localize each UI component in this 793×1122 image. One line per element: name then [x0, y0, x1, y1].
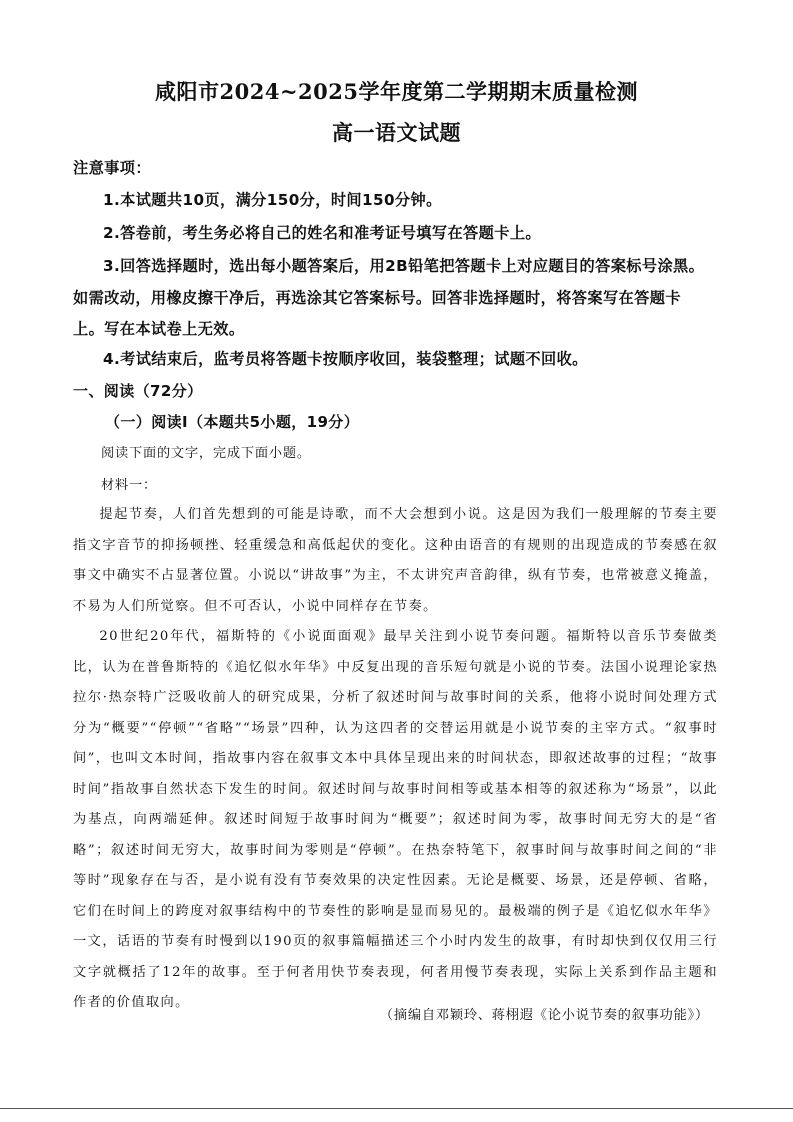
- notes-item-3-end: 上。写在本试卷上无效。: [73, 320, 245, 338]
- reading-instruction: 阅读下面的文字，完成下面小题。: [101, 446, 311, 461]
- exam-title: 咸阳市2024~2025学年度第二学期期末质量检测: [155, 79, 638, 104]
- exam-subtitle: 高一语文试题: [332, 120, 461, 145]
- notes-item-4: 4.考试结束后，监考员将答题卡按顺序收回，装袋整理；试题不回收。: [103, 350, 588, 368]
- notes-heading: 注意事项：: [73, 159, 151, 177]
- subsection-heading: （一）阅读Ⅰ（本题共5小题，19分）: [105, 413, 360, 431]
- notes-item-3-cont: 如需改动，用橡皮擦干净后，再选涂其它答案标号。回答非选择题时，将答案写在答题卡: [73, 289, 681, 307]
- material-paragraph-2: 20世纪20年代，福斯特的《小说面面观》最早关注到小说节奏问题。福斯特以音乐节奏做类比，认为在普鲁斯特的《追忆似水年华》中反复出现的音乐短句就是小说的节奏。法国小说理论家热拉尔·热奈特广泛吸收前人的研究成果，分析了叙述时间与故事时间的关系，他将小说时间处理方式分为“概要”“停顿”“省略”“场景”四种，认为这四者的交替运用就是小说节奏的主宰方式。“叙事时间”，也叫文本时间，指故事内容在叙事文本中具体呈现出来的时间状态，即叙述故事的过程；“故事时间”指故事自然状态下发生的时间。叙述时间与故事时间相等或基本相等的叙述称为“场景”，以此为基点，向两端延伸。叙述时间短于故事时间为“概要”；叙述时间为零，故事时间无穷大的是“省略”；叙述时间无穷大，故事时间为零则是“停顿”。在热奈特笔下，叙事时间与故事时间之间的“非等时”现象存在与否，是小说有没有节奏效果的决定性因素。无论是概要、场景，还是停顿、省略，它们在时间上的跨度对叙事结构中的节奏性的影响是显而易见的。最极端的例子是《追忆似水年华》一文，话语的节奏有时慢到以190页的叙事篇幅描述三个小时内发生的故事，有时却快到仅仅用三行文字就概括了12年的故事。至于何者用快节奏表现，何者用慢节奏表现，实际上关系到作品主题和作者的价值取向。: [73, 629, 718, 1010]
- notes-item-3: 3.回答选择题时，选出每小题答案后，用2B铅笔把答题卡上对应题目的答案标号涂黑。: [103, 257, 705, 275]
- material-label: 材料一：: [101, 478, 157, 493]
- notes-item-2: 2.答卷前，考生务必将自己的姓名和准考证号填写在答题卡上。: [103, 224, 541, 242]
- notes-item-1: 1.本试题共10页，满分150分，时间150分钟。: [103, 191, 442, 209]
- source-citation: （摘编自邓颖玲、蒋栩遐《论小说节奏的叙事功能》）: [379, 1008, 709, 1023]
- section-heading: 一、阅读（72分）: [73, 382, 203, 400]
- material-paragraph-1: 提起节奏，人们首先想到的可能是诗歌，而不大会想到小说。这是因为我们一般理解的节奏主要指文字音节的抑扬顿挫、轻重缓急和高低起伏的变化。这种由语音的有规则的出现造成的节奏感在叙事文中确实不占显著位置。小说以“讲故事”为主，不太讲究声音韵律，纵有节奏，也常被意义掩盖，不易为人们所觉察。但不可否认，小说中同样存在节奏。: [73, 507, 718, 614]
- page-bottom-divider: [0, 1108, 793, 1109]
